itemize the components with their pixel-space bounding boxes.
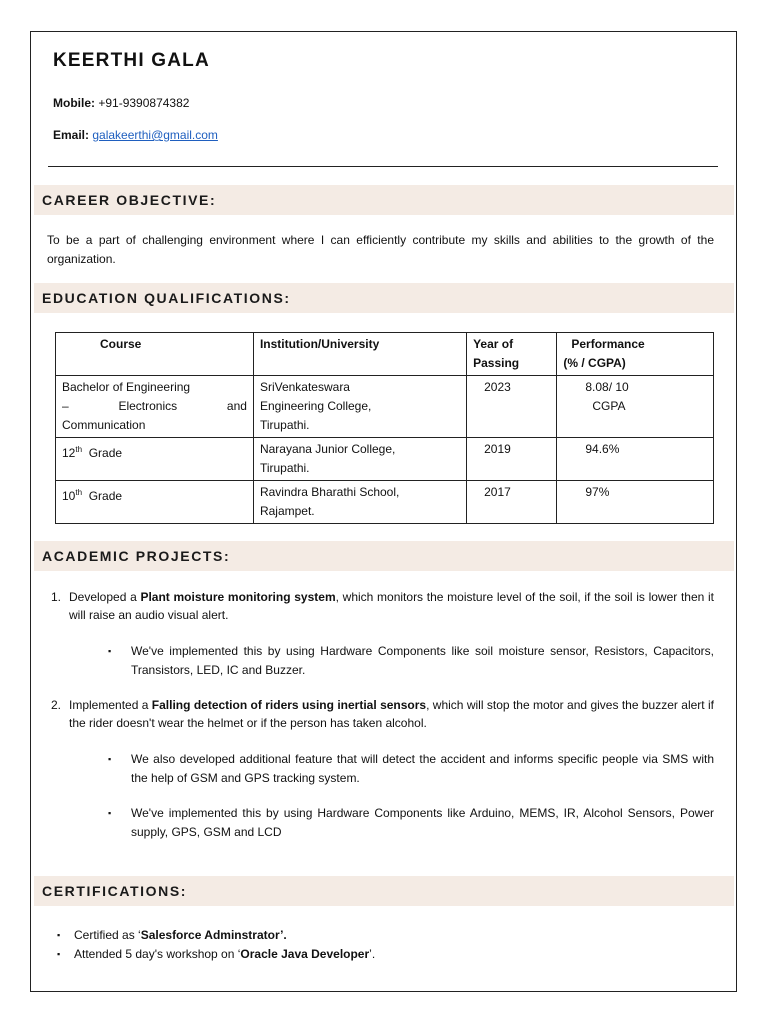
bullet-marker: ▪ <box>108 646 112 656</box>
project-item <box>51 696 714 732</box>
cell-course: Bachelor of Engineering – Electronics and Communication <box>56 376 254 438</box>
cell-course: 10th Grade <box>56 481 254 524</box>
cell-year: 2017 <box>467 481 557 524</box>
section-title: CERTIFICATIONS: <box>42 883 188 899</box>
section-academic-projects <box>34 541 734 571</box>
bullet-marker: ▪ <box>57 930 61 940</box>
bullet-marker: ▪ <box>108 808 112 818</box>
bullet-text: We've implemented this by using Hardware Components like soil moisture sensor, Resistors, Capacitors, Transistors, LED, IC and Buzzer. <box>131 644 714 677</box>
table-row <box>56 376 714 438</box>
project-bullet <box>108 642 714 680</box>
certification-text: Attended 5 day's workshop on ‘Oracle Java Developer’. <box>74 947 376 961</box>
cell-institution: Narayana Junior College, Tirupathi. <box>253 438 466 481</box>
section-certifications <box>34 876 734 906</box>
project-item <box>51 588 714 624</box>
email-label: Email: <box>53 128 90 142</box>
project-number: 2. <box>51 698 62 712</box>
table-row <box>56 481 714 524</box>
career-objective-text: To be a part of challenging environment where I can efficiently contribute my skills and abilities to the growth of the organization. <box>47 233 714 266</box>
cell-year: 2023 <box>467 376 557 438</box>
cell-institution: SriVenkateswara Engineering College, Tirupathi. <box>253 376 466 438</box>
project-number: 1. <box>51 590 62 604</box>
section-title: EDUCATION QUALIFICATIONS: <box>42 290 291 306</box>
section-title: CAREER OBJECTIVE: <box>42 192 217 208</box>
section-career-objective <box>34 185 734 215</box>
email-link[interactable]: galakeerthi@gmail.com <box>92 128 218 142</box>
education-table <box>55 332 714 524</box>
project-bullet <box>108 804 714 842</box>
mobile-value: +91-9390874382 <box>98 96 190 110</box>
cell-performance: 94.6% <box>557 438 714 481</box>
mobile-label: Mobile: <box>53 96 95 110</box>
bullet-marker: ▪ <box>108 754 112 764</box>
bullet-text: We've implemented this by using Hardware Components like Arduino, MEMS, IR, Alcohol Sensors, Power supply, GPS, GSM and LCD <box>131 806 714 839</box>
certification-item <box>57 945 717 964</box>
header-course: Course <box>56 333 254 376</box>
header-institution: Institution/University <box>253 333 466 376</box>
email-line <box>53 128 218 142</box>
bullet-marker: ▪ <box>57 949 61 959</box>
table-row <box>56 438 714 481</box>
candidate-name: KEERTHI GALA <box>53 50 210 71</box>
cell-institution: Ravindra Bharathi School, Rajampet. <box>253 481 466 524</box>
cell-course: 12th Grade <box>56 438 254 481</box>
header-performance: Performance (% / CGPA) <box>557 333 714 376</box>
project-description: Developed a Plant moisture monitoring system, which monitors the moisture level of the soil, if the soil is lower then it will raise an audio visual alert. <box>69 590 715 622</box>
project-bullet <box>108 750 714 788</box>
cell-year: 2019 <box>467 438 557 481</box>
section-education <box>34 283 734 313</box>
certification-item <box>57 926 717 945</box>
cell-performance: 97% <box>557 481 714 524</box>
table-header-row <box>56 333 714 376</box>
project-description: Implemented a Falling detection of riders using inertial sensors, which will stop the motor and gives the buzzer alert if the rider doesn't wear the helmet or if the person has taken alcohol. <box>69 698 714 730</box>
mobile-line <box>53 96 189 110</box>
cell-performance: 8.08/ 10 CGPA <box>557 376 714 438</box>
bullet-text: We also developed additional feature that will detect the accident and informs specific people via SMS with the help of GSM and GPS tracking system. <box>131 752 714 785</box>
header-year: Year of Passing <box>467 333 557 376</box>
header-divider <box>48 166 718 167</box>
section-title: ACADEMIC PROJECTS: <box>42 548 231 564</box>
certification-text: Certified as ‘Salesforce Adminstrator’. <box>74 928 287 942</box>
